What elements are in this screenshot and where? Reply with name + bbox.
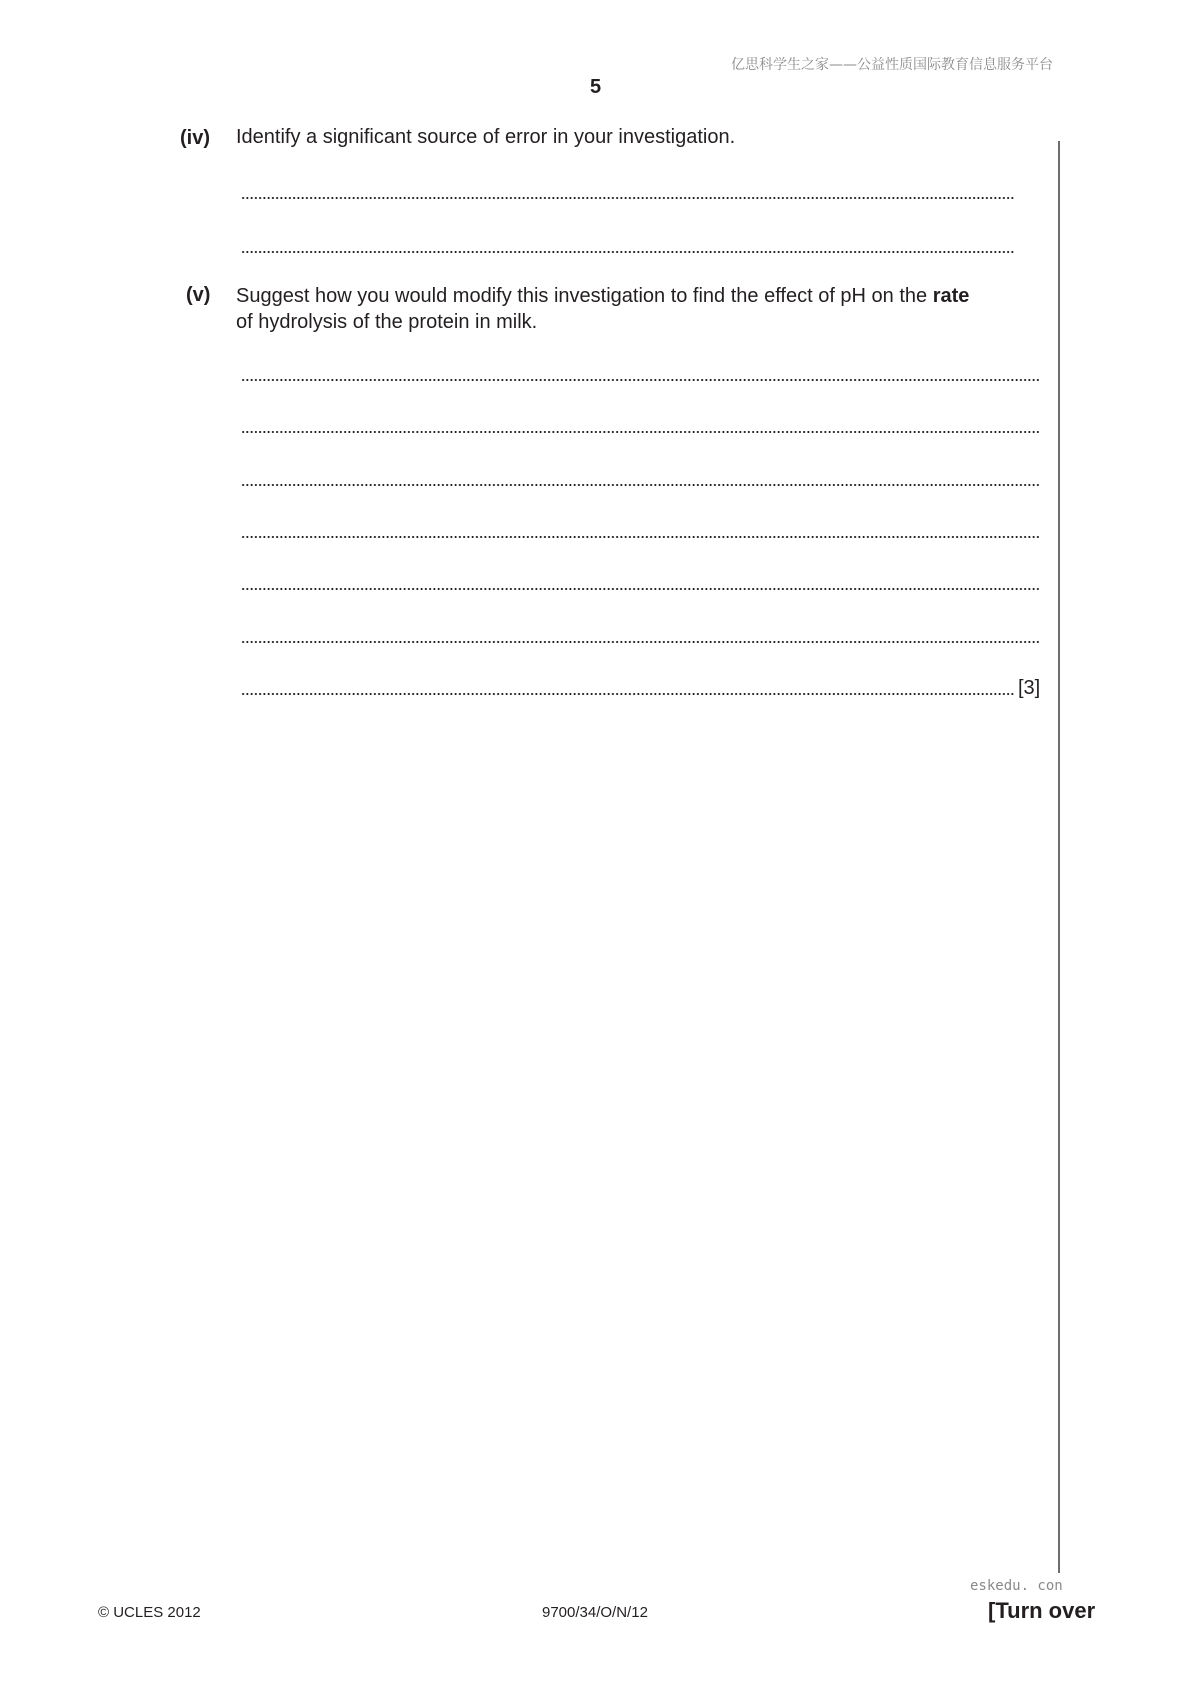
- question-iv-text: Identify a significant source of error in your investigation.: [236, 126, 736, 148]
- footer-copyright: © UCLES 2012: [98, 1604, 201, 1621]
- header-watermark: 亿思科学生之家——公益性质国际教育信息服务平台: [731, 57, 1053, 73]
- answer-line-v-4[interactable]: [241, 535, 1039, 539]
- page-number: 5: [589, 76, 602, 98]
- answer-line-v-7[interactable]: [241, 692, 1015, 696]
- answer-line-v-2[interactable]: [241, 430, 1039, 434]
- question-v-text-line2: of hydrolysis of the protein in milk.: [236, 311, 538, 333]
- answer-line-v-6[interactable]: [241, 640, 1039, 644]
- question-v-label: (v): [186, 284, 211, 306]
- answer-line-iv-2[interactable]: [241, 250, 1015, 254]
- question-v-bold-word: rate: [932, 285, 970, 307]
- right-margin-line: [1058, 141, 1060, 1573]
- question-v-text: [236, 283, 1056, 335]
- footer-watermark: eskedu. con: [970, 1578, 1063, 1594]
- turn-over-label: [Turn over: [988, 1598, 1096, 1623]
- answer-line-iv-1[interactable]: [241, 196, 1015, 200]
- question-iv-label: (iv): [180, 127, 210, 149]
- answer-line-v-1[interactable]: [241, 378, 1039, 382]
- answer-line-v-3[interactable]: [241, 483, 1039, 487]
- footer-code: 9700/34/O/N/12: [542, 1604, 648, 1621]
- question-v-text-part1: Suggest how you would modify this investigation to find the effect of pH on the: [236, 285, 928, 307]
- marks-label: [3]: [1018, 677, 1041, 699]
- answer-line-v-5[interactable]: [241, 587, 1039, 591]
